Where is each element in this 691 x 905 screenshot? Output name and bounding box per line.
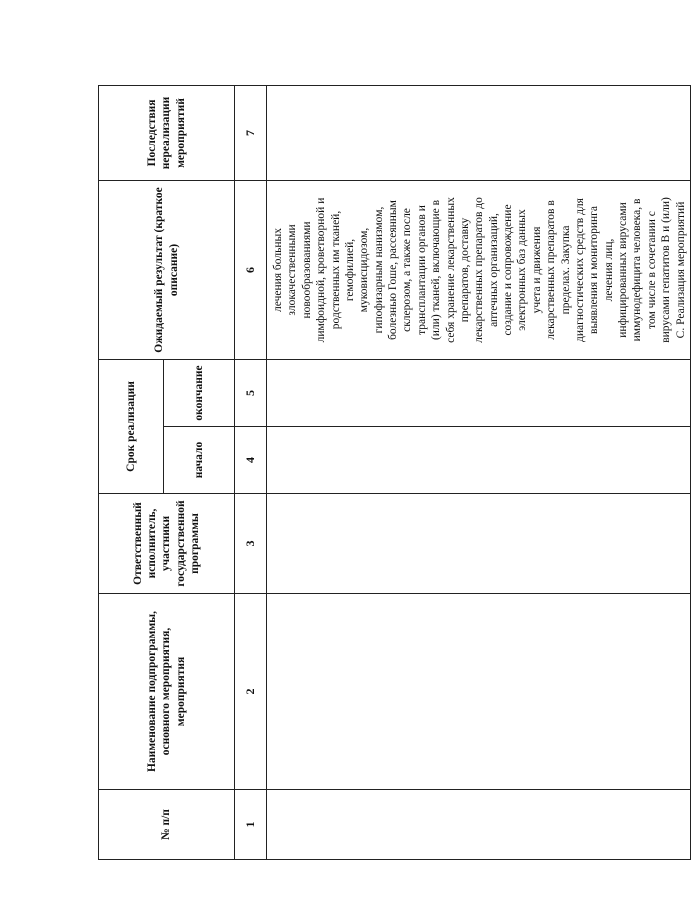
column-numbers-row: [235, 85, 267, 859]
result-text-line: электронных баз данных: [516, 209, 529, 331]
header-num: № п/п: [99, 790, 235, 860]
result-text-line: трансплантации органов и: [415, 205, 428, 335]
result-text-line: создание и сопровождение: [502, 204, 514, 336]
result-text-line: том числе в сочетании с: [645, 211, 658, 329]
result-text-line: лекарственных препаратов до: [473, 197, 486, 343]
result-text-line: злокачественными: [286, 224, 299, 316]
cell-end: [267, 359, 691, 426]
column-number: 3: [235, 494, 267, 594]
header-consequences: Последствия нереализации мероприятий: [99, 85, 235, 180]
header-end: окончание: [164, 359, 235, 426]
header-name: Наименование подпрограммы, основного мероприятия, мероприятия: [99, 594, 235, 790]
cell-name: [267, 594, 691, 790]
result-text-line: родственных им тканей,: [329, 210, 342, 330]
cell-result: [267, 180, 691, 359]
result-text-line: себя хранение лекарственных: [444, 197, 457, 343]
header-start: начало: [164, 427, 235, 494]
result-text-line: учета и движения: [530, 226, 543, 314]
cell-responsible: [267, 494, 691, 594]
cell-num: [267, 790, 691, 860]
result-text-line: С. Реализация мероприятий: [674, 201, 687, 339]
result-text-line: лекарственных препаратов в: [545, 200, 558, 340]
rotated-page-content: [98, 86, 687, 860]
header-period: Срок реализации: [99, 359, 164, 493]
result-text-line: препаратов, доставку: [458, 217, 471, 323]
result-text-line: вирусами гепатитов В и (или): [660, 197, 673, 343]
result-text-line: (или) тканей, включающие в: [430, 199, 443, 341]
result-text-line: инфицированных вирусами: [617, 202, 629, 338]
table-row: [267, 85, 691, 859]
result-lines: [271, 184, 688, 356]
header-responsible: Ответственный исполнитель, участники государственной программы: [99, 494, 235, 594]
result-text-line: иммунодефицита человека, в: [631, 198, 644, 342]
result-text-line: склерозом, а также после: [401, 208, 414, 332]
column-number: 6: [235, 180, 267, 359]
column-number: 7: [235, 85, 267, 180]
column-number: 2: [235, 594, 267, 790]
column-number: 1: [235, 790, 267, 860]
result-text-line: аптечных организаций,: [487, 213, 500, 327]
cell-consequences: [267, 85, 691, 180]
column-number: 5: [235, 359, 267, 426]
result-text-line: диагностических средств для: [573, 198, 586, 342]
result-text-line: выявления и мониторинга: [588, 206, 601, 334]
header-result: Ожидаемый результат (краткое описание): [99, 180, 235, 359]
result-text-line: гемофилией,: [343, 238, 356, 302]
result-text-line: муковисцидозом,: [358, 227, 371, 313]
result-text-line: лечения лиц,: [602, 238, 615, 302]
column-number: 4: [235, 427, 267, 494]
result-text-line: гипофизарным нанизмом,: [372, 206, 385, 334]
program-measures-table: [98, 85, 691, 860]
cell-start: [267, 427, 691, 494]
result-text-line: лечения больных: [272, 228, 284, 312]
result-text-line: лимфоидной, кроветворной и: [315, 197, 328, 343]
result-text-line: новообразованиями: [300, 221, 313, 319]
result-text-line: болезнью Гоше, рассеянным: [387, 200, 399, 340]
header-row: [99, 85, 164, 859]
result-text-line: пределах. Закупка: [559, 225, 572, 315]
